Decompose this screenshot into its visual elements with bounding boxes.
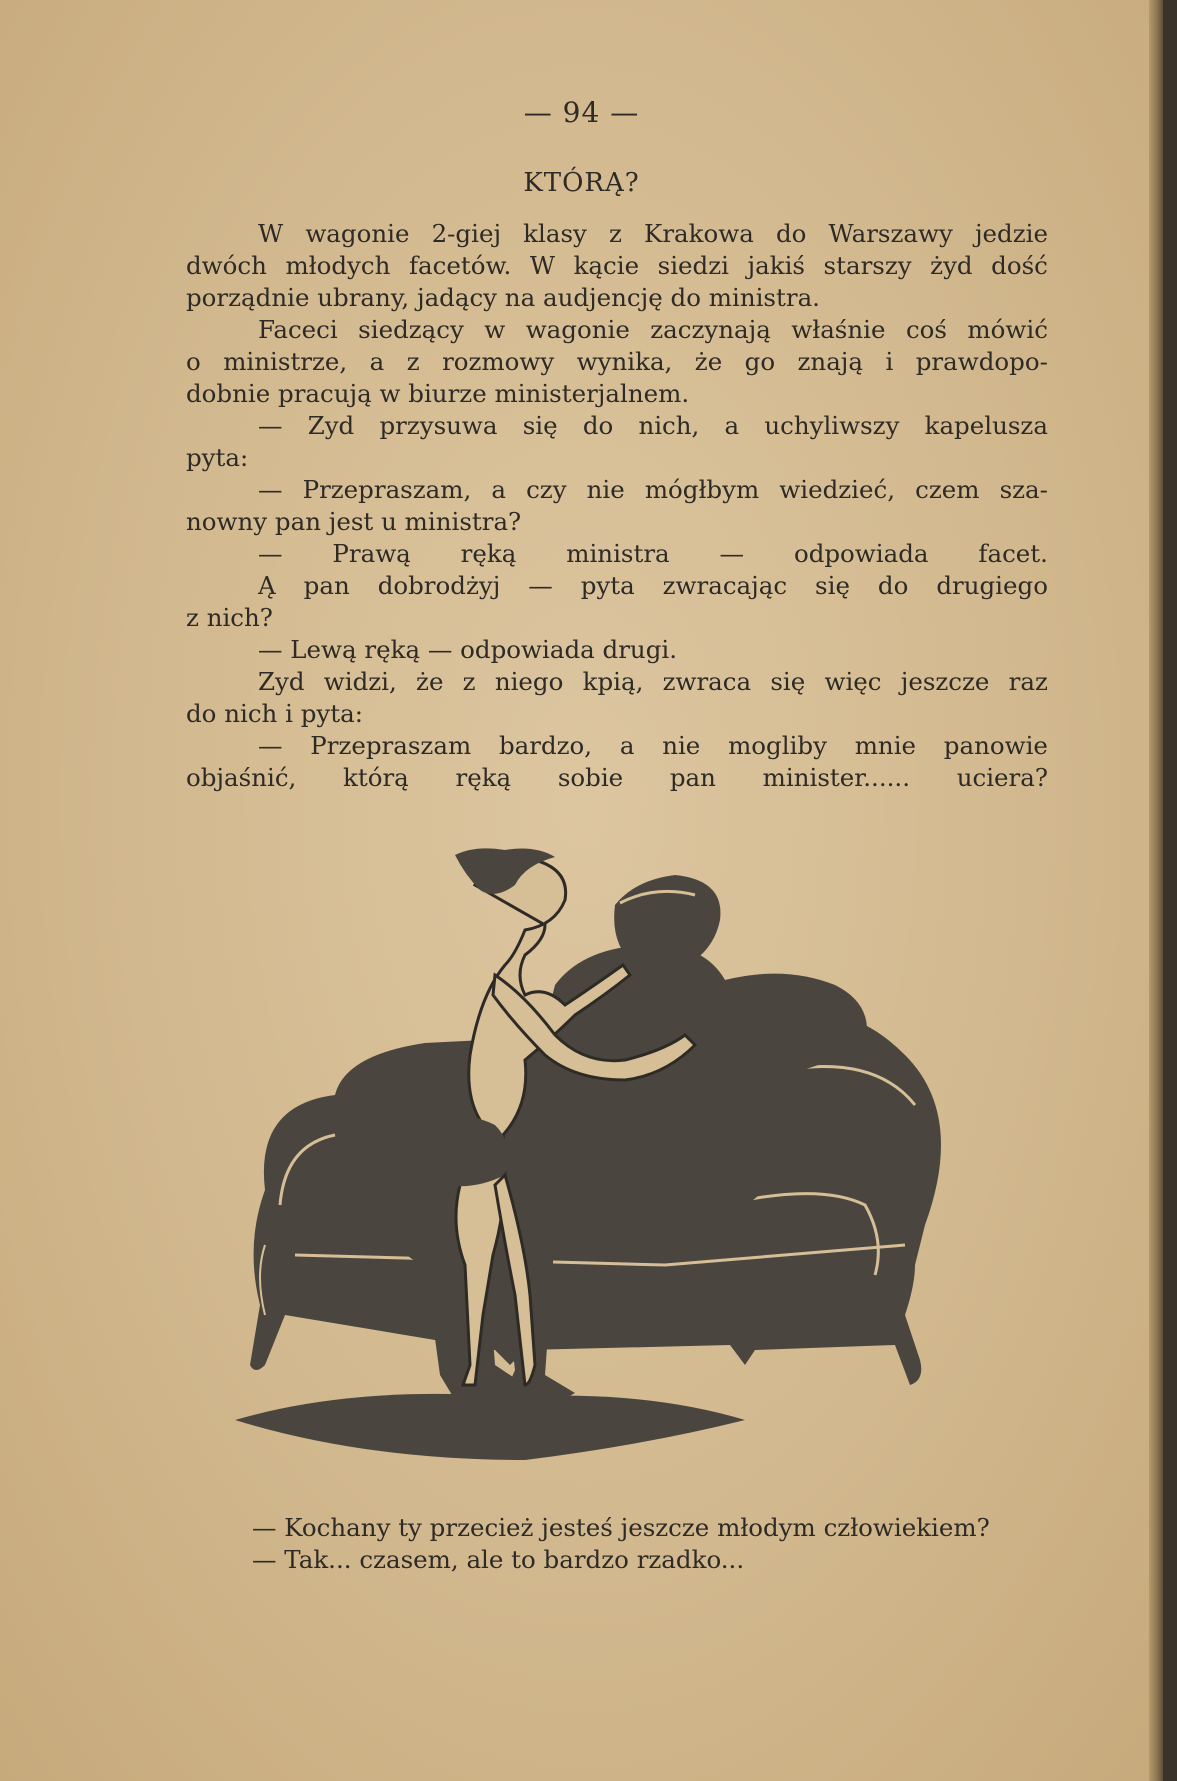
story-line: W wagonie 2-giej klasy z Krakowa do Warszawy jedzie — [258, 219, 1048, 248]
story-line: — Lewą ręką — odpowiada drugi. — [258, 635, 678, 664]
story-line: — Przepraszam, a czy nie mógłbym wiedzieć, czem sza- — [258, 475, 1048, 504]
story-title: KTÓRĄ? — [523, 168, 640, 198]
caption-line-2: — Tak... czasem, ale to bardzo rzadko... — [252, 1545, 745, 1574]
story-line: nowny pan jest u ministra? — [186, 507, 522, 536]
story-line: z nich? — [186, 603, 273, 632]
story-line: o ministrze, a z rozmowy wynika, że go znają i prawdopo- — [186, 347, 1048, 376]
story-line: — Przepraszam bardzo, a nie mogliby mnie panowie — [258, 731, 1048, 760]
story-line: porządnie ubrany, jadący na audjencję do ministra. — [186, 283, 820, 312]
story-line: — Prawą ręką ministra — odpowiada facet. — [258, 539, 1048, 568]
page-number: — 94 — — [523, 96, 640, 129]
story-line: pyta: — [186, 443, 249, 472]
story-line: dobnie pracują w biurze ministerjalnem. — [186, 379, 690, 408]
story-line: do nich i pyta: — [186, 699, 363, 728]
story-line: Ą pan dobrodżyj — pyta zwracając się do drugiego — [258, 571, 1048, 600]
cartoon-caption — [252, 1512, 990, 1576]
story-line: objaśnić, którą ręką sobie pan minister...... uciera? — [186, 763, 1048, 792]
caption-line-1: — Kochany ty przecież jesteś jeszcze młodym człowiekiem? — [252, 1513, 990, 1542]
story-text — [186, 218, 1048, 794]
story-line: dwóch młodych facetów. W kącie siedzi jakiś starszy żyd dość — [186, 251, 1048, 280]
story-line: Faceci siedzący w wagonie zaczynają właśnie coś mówić — [258, 315, 1048, 344]
story-line: Zyd widzi, że z niego kpią, zwraca się więc jeszcze raz — [258, 667, 1048, 696]
cartoon-illustration — [225, 845, 1005, 1470]
story-line: — Zyd przysuwa się do nich, a uchyliwszy kapelusza — [258, 411, 1048, 440]
page-edge — [1149, 0, 1163, 1781]
